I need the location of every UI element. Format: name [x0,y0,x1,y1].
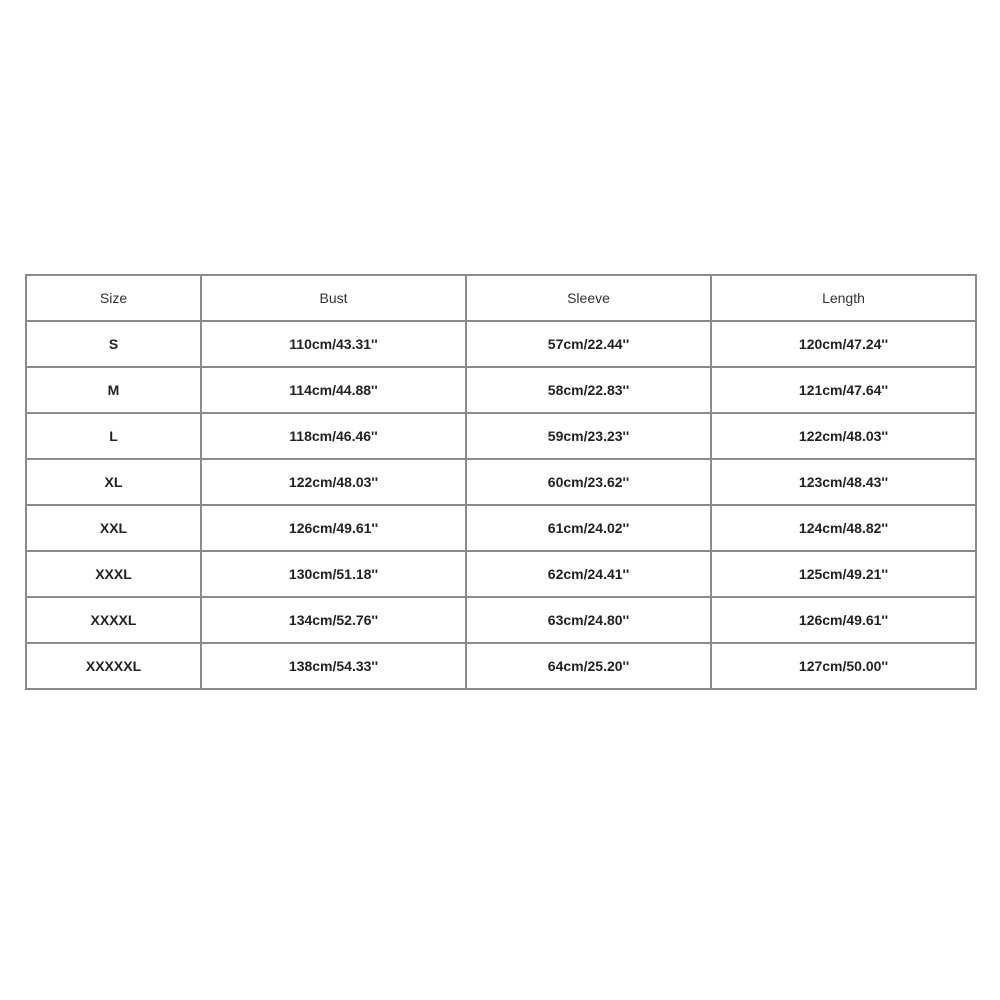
table-row [26,321,976,367]
cell-size: XXL [26,505,201,551]
cell-sleeve: 62cm/24.41'' [466,551,711,597]
table-row [26,551,976,597]
cell-sleeve: 59cm/23.23'' [466,413,711,459]
table-row [26,367,976,413]
cell-length: 121cm/47.64'' [711,367,976,413]
table-row [26,413,976,459]
cell-length: 125cm/49.21'' [711,551,976,597]
cell-size: XXXXL [26,597,201,643]
cell-bust: 130cm/51.18'' [201,551,466,597]
cell-size: S [26,321,201,367]
cell-bust: 118cm/46.46'' [201,413,466,459]
cell-sleeve: 60cm/23.62'' [466,459,711,505]
size-chart-table [25,274,977,690]
cell-length: 127cm/50.00'' [711,643,976,689]
header-bust: Bust [201,275,466,321]
cell-length: 122cm/48.03'' [711,413,976,459]
cell-size: XXXL [26,551,201,597]
cell-bust: 134cm/52.76'' [201,597,466,643]
cell-bust: 122cm/48.03'' [201,459,466,505]
cell-size: L [26,413,201,459]
cell-size: XL [26,459,201,505]
cell-bust: 110cm/43.31'' [201,321,466,367]
cell-sleeve: 63cm/24.80'' [466,597,711,643]
table-row [26,643,976,689]
cell-bust: 126cm/49.61'' [201,505,466,551]
cell-bust: 138cm/54.33'' [201,643,466,689]
table-header-row [26,275,976,321]
header-length: Length [711,275,976,321]
cell-sleeve: 64cm/25.20'' [466,643,711,689]
cell-length: 123cm/48.43'' [711,459,976,505]
cell-sleeve: 57cm/22.44'' [466,321,711,367]
cell-size: M [26,367,201,413]
cell-length: 126cm/49.61'' [711,597,976,643]
cell-bust: 114cm/44.88'' [201,367,466,413]
cell-sleeve: 61cm/24.02'' [466,505,711,551]
cell-length: 124cm/48.82'' [711,505,976,551]
table-row [26,459,976,505]
cell-size: XXXXXL [26,643,201,689]
header-size: Size [26,275,201,321]
table-row [26,505,976,551]
cell-sleeve: 58cm/22.83'' [466,367,711,413]
table-row [26,597,976,643]
header-sleeve: Sleeve [466,275,711,321]
cell-length: 120cm/47.24'' [711,321,976,367]
